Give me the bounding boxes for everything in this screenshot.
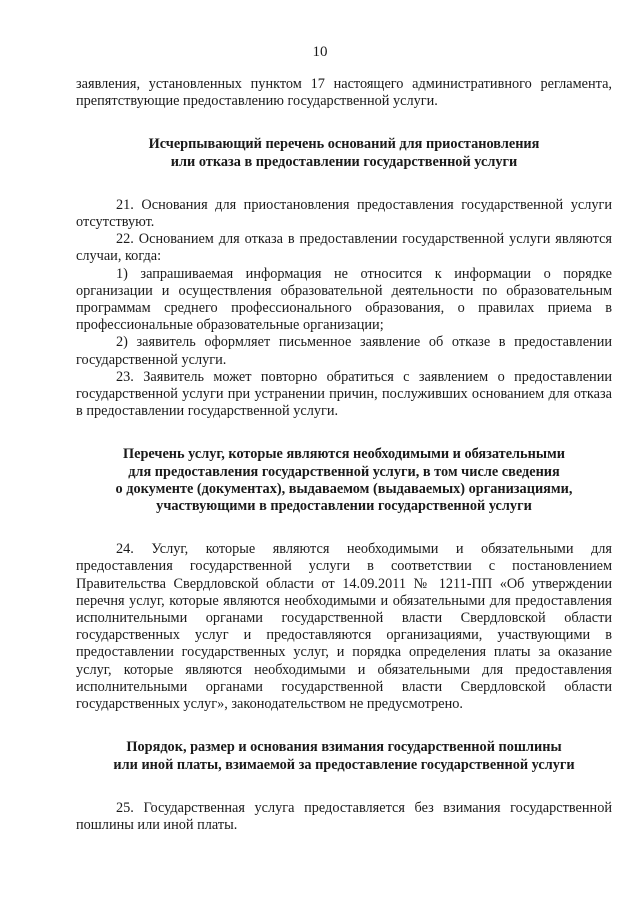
paragraph: 23. Заявитель может повторно обратиться с заявлением о предоставлении государственной услуги при устранении причин, послуживших основанием для отказа в предоставлении государственной услуги. xyxy=(76,368,612,420)
section-heading xyxy=(76,446,612,515)
spacer xyxy=(76,713,612,739)
section-heading xyxy=(76,739,612,773)
spacer xyxy=(76,171,612,197)
section-heading-line: Порядок, размер и основания взимания государственной пошлины xyxy=(126,739,562,756)
paragraph: заявления, установленных пунктом 17 настоящего административного регламента, препятствующие предоставлению государственной услуги. xyxy=(76,76,612,110)
paragraph: 24. Услуг, которые являются необходимыми и обязательными для предоставления государственной услуги в соответствии с постановлением Правительства Свердловской области от 14.09.2011 № 1211-ПП «Об утверждении перечня услуг, которые являются необходимыми и обязательными для предоставления исполнительными органами государственной власти Свердловской области государственных услуг и предоставляются организациями, участвующими в предоставлении государственных услуг, и порядка определения платы за оказание услуг, которые являются необходимыми и обязательными для предоставления исполнительными органами государственной власти Свердловской области государственных услуг», законодательством не предусмотрено. xyxy=(76,541,612,713)
document-body xyxy=(76,76,612,834)
spacer xyxy=(76,515,612,541)
spacer xyxy=(76,110,612,136)
paragraph: 2) заявитель оформляет письменное заявление об отказе в предоставлении государственной услуги. xyxy=(76,334,612,368)
section-heading xyxy=(76,136,612,170)
spacer xyxy=(76,420,612,446)
page-number: 10 xyxy=(312,44,328,60)
paragraph: 21. Основания для приостановления предоставления государственной услуги отсутствуют. xyxy=(76,196,612,231)
section-heading-line: Исчерпывающий перечень оснований для приостановления xyxy=(148,136,540,153)
section-heading-line: или иной платы, взимаемой за предоставление государственной услуги xyxy=(113,756,575,773)
section-heading-line: участвующими в предоставлении государственной услуги xyxy=(156,498,532,515)
section-heading-line: Перечень услуг, которые являются необходимыми и обязательными xyxy=(122,446,565,463)
paragraph: 1) запрашиваемая информация не относится к информации о порядке организации и осуществления образовательной деятельности по образовательным программам среднего профессионального образования, о правилах приема в профессиональные образовательные организации; xyxy=(76,265,612,334)
section-heading-line: о документе (документах), выдаваемом (выдаваемых) организациями, xyxy=(115,480,573,497)
paragraph: 22. Основанием для отказа в предоставлении государственной услуги являются случаи, когда: xyxy=(76,231,612,265)
spacer xyxy=(76,774,612,800)
section-heading-line: или отказа в предоставлении государственной услуги xyxy=(170,153,518,170)
paragraph: 25. Государственная услуга предоставляется без взимания государственной пошлины или иной платы. xyxy=(76,799,612,833)
section-heading-line: для предоставления государственной услуги, в том числе сведения xyxy=(128,463,560,480)
